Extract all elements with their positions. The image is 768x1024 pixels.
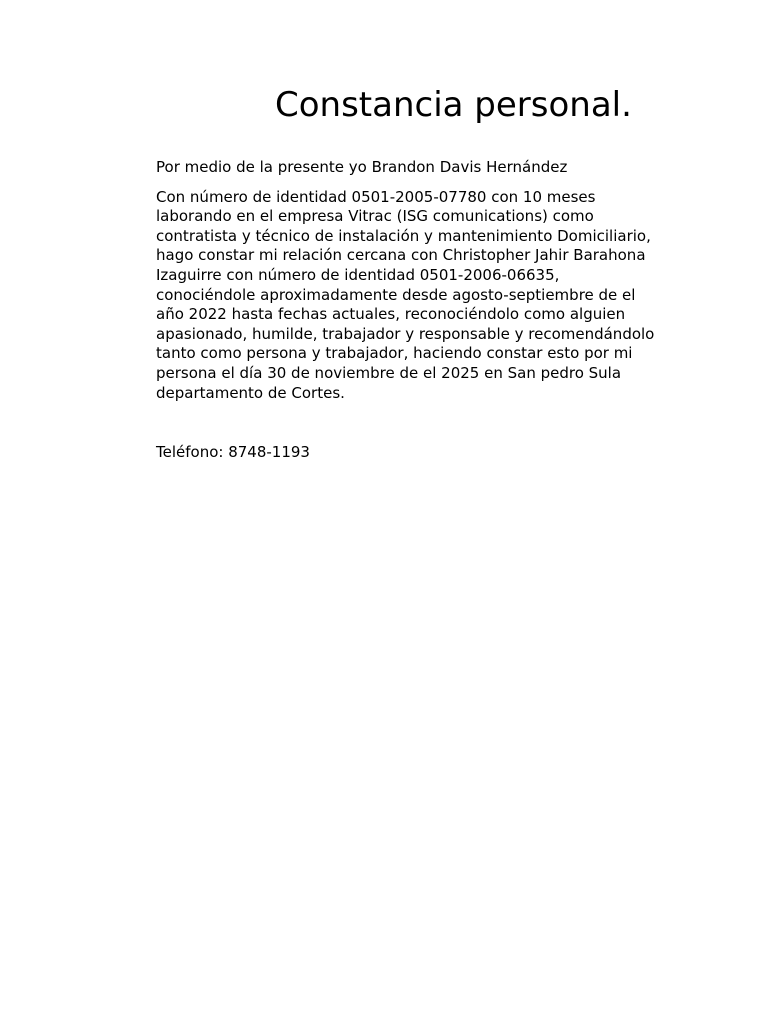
main-paragraph: Con número de identidad 0501-2005-07780 con 10 meses laborando en el empresa Vitrac (ISG comunications) como contratista y técnico de instalación y mantenimiento Domiciliario, hago constar mi relación cercana con Christopher Jahir Barahona Izaguirre con número de identidad 0501-2006-06635, conociéndole aproximadamente desde agosto-septiembre de el año 2022 hasta fechas actuales, reconociéndolo como alguien apasionado, humilde, trabajador y responsable y recomendándolo tanto como persona y trabajador, haciendo constar esto por mi persona el día 30 de noviembre de el 2025 en San pedro Sula departamento de Cortes. xyxy=(156,187,655,402)
phone-line: Teléfono: 8748-1193 xyxy=(156,443,310,462)
intro-paragraph: Por medio de la presente yo Brandon Davis Hernández xyxy=(156,158,568,176)
document-title: Constancia personal. xyxy=(275,85,632,125)
document-body xyxy=(156,158,662,463)
